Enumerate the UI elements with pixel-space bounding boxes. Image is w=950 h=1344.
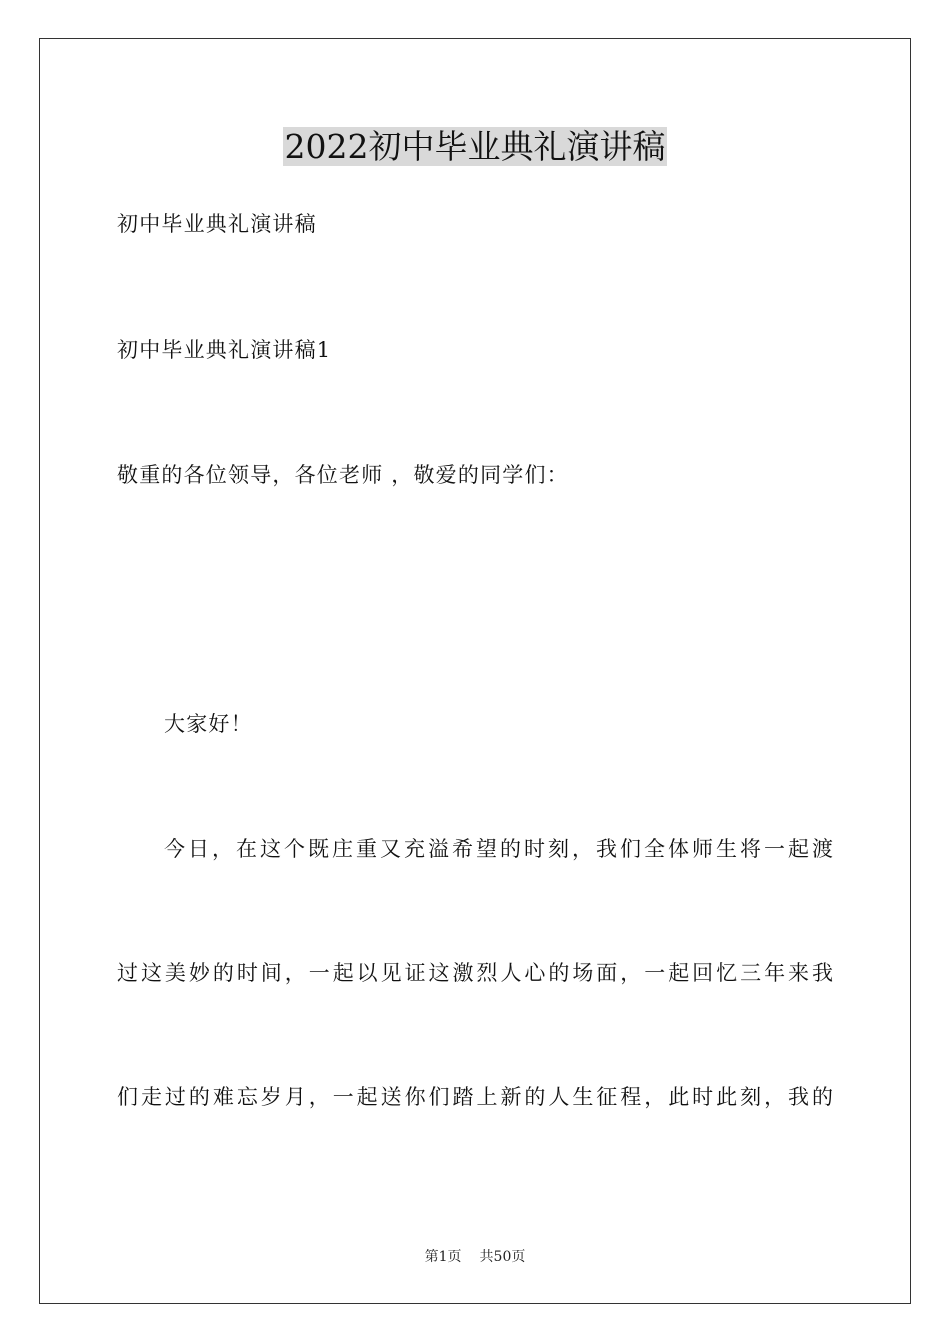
page-number: 第1页	[424, 1249, 462, 1265]
paragraph-greeting: 大家好！	[164, 712, 253, 736]
paragraph-body-line: 今日，在这个既庄重又充溢希望的时刻，我们全体师生将一起渡	[164, 837, 833, 861]
document-title	[0, 124, 950, 170]
document-title-text: 2022初中毕业典礼演讲稿	[284, 127, 666, 166]
paragraph-body-line: 们走过的难忘岁月，一起送你们踏上新的人生征程，此时此刻，我的	[117, 1085, 833, 1109]
paragraph-salutation: 敬重的各位领导，各位老师 ，敬爱的同学们：	[117, 463, 569, 487]
paragraph-subtitle: 初中毕业典礼演讲稿	[117, 212, 317, 236]
page-total: 共50页	[479, 1249, 526, 1265]
page-footer	[0, 1247, 950, 1267]
paragraph-section-heading: 初中毕业典礼演讲稿1	[117, 338, 332, 362]
paragraph-body-line: 过这美妙的时间，一起以见证这激烈人心的场面，一起回忆三年来我	[117, 961, 833, 985]
